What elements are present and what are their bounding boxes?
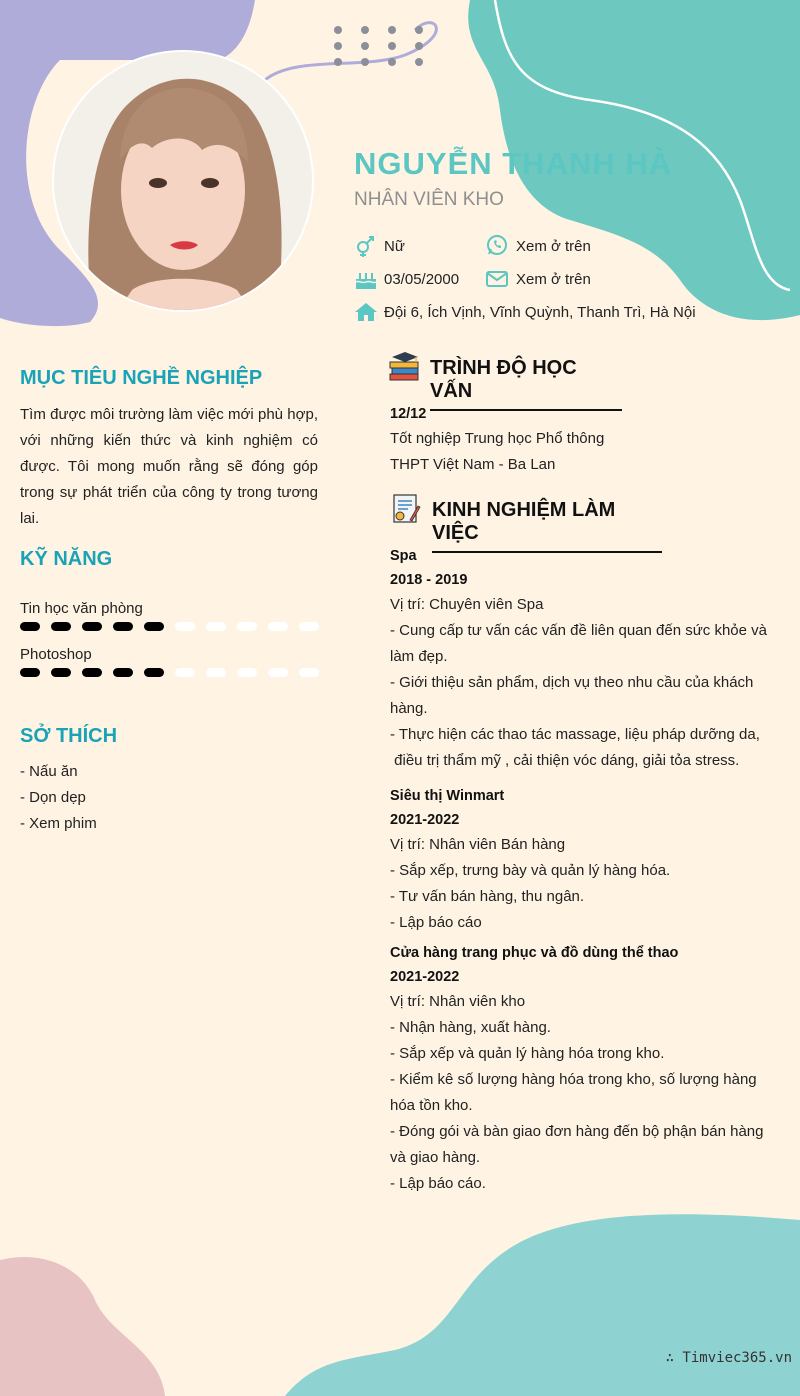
job-duty: - Lập báo cáo. <box>390 1175 486 1192</box>
avatar <box>52 50 314 312</box>
job-duty: - Nhận hàng, xuất hàng. <box>390 1019 551 1036</box>
job-duty: làm đẹp. <box>390 648 448 665</box>
job-duty: - Lập báo cáo <box>390 914 482 931</box>
skill-label: Tin học văn phòng <box>20 600 143 617</box>
job-role: Vị trí: Chuyên viên Spa <box>390 596 544 613</box>
job-duty: - Tư vấn bán hàng, thu ngân. <box>390 888 585 905</box>
rating-dash-filled <box>113 668 133 677</box>
rating-dash-empty <box>237 622 257 631</box>
skills-heading: KỸ NĂNG <box>20 548 113 570</box>
candidate-name: NGUYỄN THANH HÀ <box>354 146 673 181</box>
rating-dash-filled <box>51 622 71 631</box>
experience-heading: KINH NGHIỆM LÀM VIỆC <box>432 499 662 553</box>
job-duty: điều trị thẩm mỹ , cải thiện vóc dáng, giải tỏa stress. <box>390 752 740 769</box>
job-duty: và giao hàng. <box>390 1149 481 1166</box>
rating-dash-filled <box>144 622 164 631</box>
hobbies-heading: SỞ THÍCH <box>20 725 118 747</box>
job-company: Siêu thị Winmart <box>390 788 505 804</box>
job-role: Vị trí: Nhân viên kho <box>390 993 526 1010</box>
rating-dash-empty <box>237 668 257 677</box>
rating-dash-empty <box>206 622 226 631</box>
skill-rating <box>20 668 319 677</box>
skill-label: Photoshop <box>20 646 92 663</box>
job-duty: - Cung cấp tư vấn các vấn đề liên quan đến sức khỏe và <box>390 622 767 639</box>
job-period: 2021-2022 <box>390 812 460 828</box>
phone-icon <box>485 233 509 257</box>
rating-dash-filled <box>113 622 133 631</box>
home-icon <box>354 300 378 324</box>
objective-heading: MỤC TIÊU NGHỀ NGHIỆP <box>20 367 263 389</box>
candidate-position: NHÂN VIÊN KHO <box>354 189 504 210</box>
education-heading: TRÌNH ĐỘ HỌC VẤN <box>430 357 622 411</box>
rating-dash-filled <box>82 622 102 631</box>
contact-phone: Xem ở trên <box>516 238 591 255</box>
job-duty: - Sắp xếp, trưng bày và quản lý hàng hóa. <box>390 862 671 879</box>
job-duty: hóa tồn kho. <box>390 1097 473 1114</box>
rating-dash-filled <box>51 668 71 677</box>
contact-email: Xem ở trên <box>516 271 591 288</box>
hobby-item: - Nấu ăn <box>20 763 78 780</box>
rating-dash-empty <box>175 622 195 631</box>
gender-icon <box>354 234 378 258</box>
rating-dash-empty <box>175 668 195 677</box>
job-duty: - Kiểm kê số lượng hàng hóa trong kho, số lượng hàng <box>390 1071 757 1088</box>
email-icon <box>485 267 509 291</box>
contact-birthday: 03/05/2000 <box>384 271 460 288</box>
job-duty: - Thực hiện các thao tác massage, liệu pháp dưỡng da, <box>390 726 760 743</box>
contact-gender: Nữ <box>384 238 405 255</box>
dot-grid <box>330 24 430 72</box>
job-company: Cửa hàng trang phục và đồ dùng thể thao <box>390 945 679 961</box>
contact-address: Đội 6, Ích Vịnh, Vĩnh Quỳnh, Thanh Trì, Hà Nội <box>384 304 696 321</box>
job-duty: - Đóng gói và bàn giao đơn hàng đến bộ phận bán hàng <box>390 1123 764 1140</box>
hobby-item: - Dọn dẹp <box>20 789 86 806</box>
hobby-item: - Xem phim <box>20 815 97 832</box>
education-school: THPT Việt Nam - Ba Lan <box>390 456 556 473</box>
document-icon <box>388 492 422 524</box>
job-role: Vị trí: Nhân viên Bán hàng <box>390 836 566 853</box>
rating-dash-empty <box>206 668 226 677</box>
objective-text: Tìm được môi trường làm việc mới phù hợp, với những kiến thức và kinh nghiệm có được. Tôi mong muốn rằng sẽ đóng góp trong sự phát triển của công ty trong tương lai. <box>20 406 318 527</box>
education-grade: 12/12 <box>390 406 427 422</box>
teal-blob-bottom <box>285 1210 800 1396</box>
education-degree: Tốt nghiệp Trung học Phổ thông <box>390 430 605 447</box>
job-duty: - Giới thiệu sản phẩm, dịch vụ theo nhu cầu của khách <box>390 674 754 691</box>
skill-rating <box>20 622 319 631</box>
books-icon <box>388 350 422 382</box>
job-period: 2021-2022 <box>390 969 460 985</box>
rating-dash-filled <box>20 622 40 631</box>
job-company: Spa <box>390 548 417 564</box>
rating-dash-filled <box>82 668 102 677</box>
rating-dash-filled <box>20 668 40 677</box>
rating-dash-filled <box>144 668 164 677</box>
brand-watermark: ∴ Timviec365.vn <box>665 1350 792 1366</box>
rating-dash-empty <box>299 668 319 677</box>
rating-dash-empty <box>268 622 288 631</box>
rating-dash-empty <box>268 668 288 677</box>
job-period: 2018 - 2019 <box>390 572 468 588</box>
pink-blob <box>0 1250 170 1396</box>
rating-dash-empty <box>299 622 319 631</box>
job-duty: hàng. <box>390 700 428 717</box>
job-duty: - Sắp xếp và quản lý hàng hóa trong kho. <box>390 1045 665 1062</box>
cake-icon <box>354 267 378 291</box>
